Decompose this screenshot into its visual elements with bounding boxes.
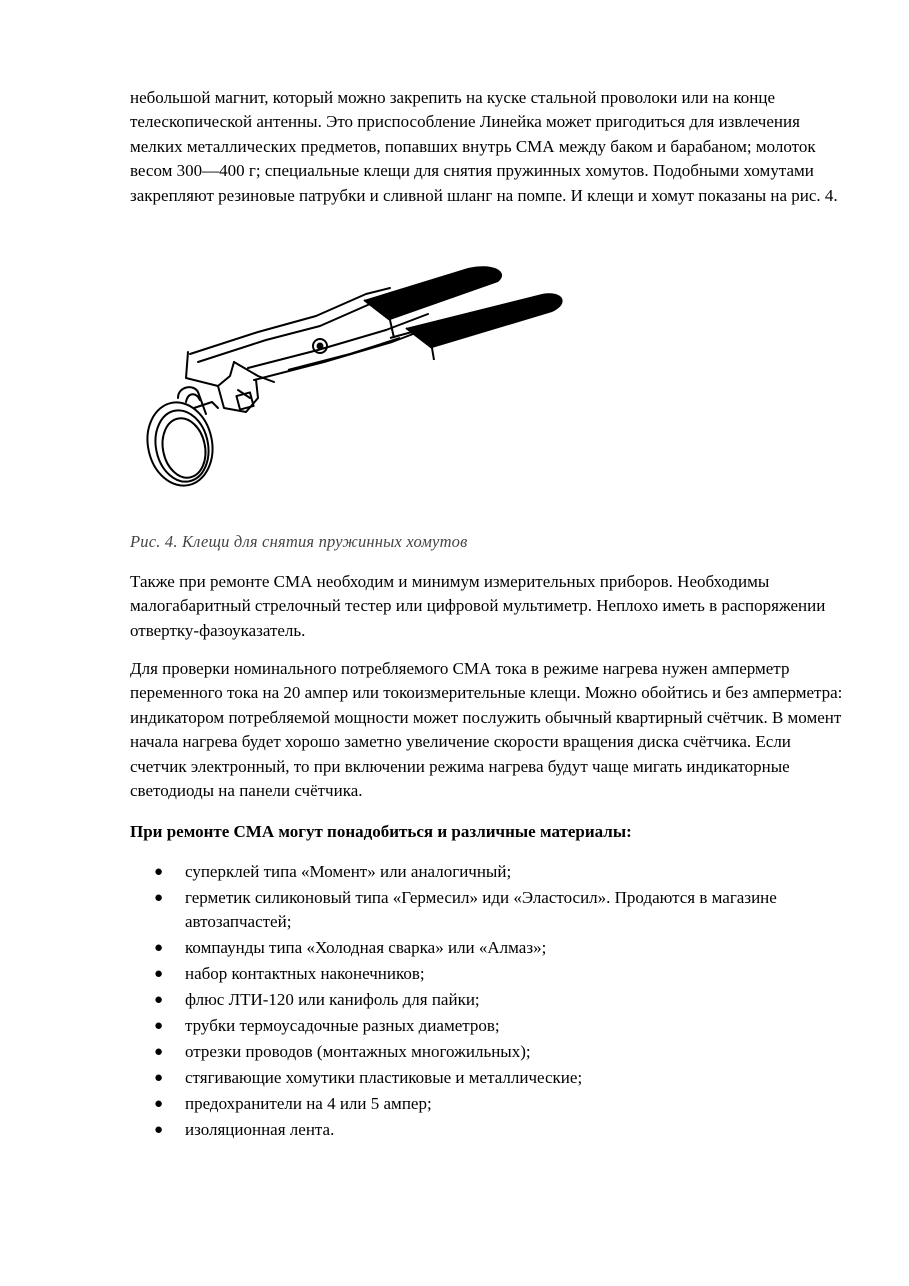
list-item (130, 1092, 850, 1116)
bullet-icon: ● (154, 1017, 164, 1034)
bullet-icon: ● (154, 966, 164, 983)
list-item (130, 1040, 850, 1064)
bullet-icon: ● (154, 940, 164, 957)
list-item-text: флюс ЛТИ-120 или канифоль для пайки; (185, 990, 480, 1010)
list-item (130, 886, 850, 935)
list-item-text: трубки термоусадочные разных диаметров; (185, 1015, 500, 1035)
list-item (130, 988, 850, 1012)
bullet-icon: ● (154, 1069, 164, 1086)
figure-pliers (138, 258, 578, 492)
list-item (130, 962, 850, 986)
ammeter-paragraph: Для проверки номинального потребляемого СМА тока в режиме нагрева нужен амперметр переменного тока на 20 ампер или токоизмерительные клещи. Можно обойтись и без амперметра: индикатором потребляемой мощности может послужить обычный квартирный счётчик. В момент начала нагрева будет хорошо заметно увеличение скорости вращения диска счётчика. Если счетчик электронный, то при включении режима нагрева будут чаще мигать индикаторные светодиоды на панели счётчика. (130, 659, 843, 801)
pliers-with-clamp-illustration (138, 258, 578, 492)
list-item (130, 860, 850, 884)
list-item (130, 1118, 850, 1142)
list-item-text: набор контактных наконечников; (185, 964, 425, 984)
materials-list (130, 860, 850, 1143)
list-item-text: предохранители на 4 или 5 ампер; (185, 1093, 432, 1113)
list-item-text: изоляционная лента. (185, 1119, 335, 1139)
materials-heading: При ремонте СМА могут понадобиться и различные материалы: (130, 822, 632, 841)
figure-caption: Рис. 4. Клещи для снятия пружинных хомутов (130, 532, 468, 551)
bullet-icon: ● (154, 864, 164, 880)
bullet-icon: ● (154, 889, 164, 906)
list-item (130, 1066, 850, 1090)
list-item (130, 936, 850, 960)
list-item-text: компаунды типа «Холодная сварка» или «Алмаз»; (185, 938, 547, 958)
list-item-text: отрезки проводов (монтажных многожильных); (185, 1041, 531, 1061)
bullet-icon: ● (154, 992, 164, 1009)
instruments-paragraph: Также при ремонте СМА необходим и минимум измерительных приборов. Необходимы малогабаритный стрелочный тестер или цифровой мультиметр. Неплохо иметь в распоряжении отвертку-фазоуказатель. (130, 572, 826, 640)
list-item-text: стягивающие хомутики пластиковые и металлические; (185, 1067, 583, 1087)
bullet-icon: ● (154, 1095, 164, 1112)
list-item-text: суперклей типа «Момент» или аналогичный; (185, 862, 512, 881)
list-item (130, 1014, 850, 1038)
bullet-icon: ● (154, 1043, 164, 1060)
intro-paragraph: небольшой магнит, который можно закрепить на куске стальной проволоки или на конце телескопической антенны. Это приспособление Линейка может пригодиться для извлечения мелких металлических предметов, попавших внутрь СМА между баком и барабаном; молоток весом 300—400 г; специальные клещи для снятия пружинных хомутов. Подобными хомутами закрепляют резиновые патрубки и сливной шланг на помпе. И клещи и хомут показаны на рис. 4. (130, 88, 838, 205)
bullet-icon: ● (154, 1121, 164, 1138)
list-item-text: герметик силиконовый типа «Гермесил» иди «Эластосил». Продаются в магазине автозапчастей; (185, 887, 777, 932)
